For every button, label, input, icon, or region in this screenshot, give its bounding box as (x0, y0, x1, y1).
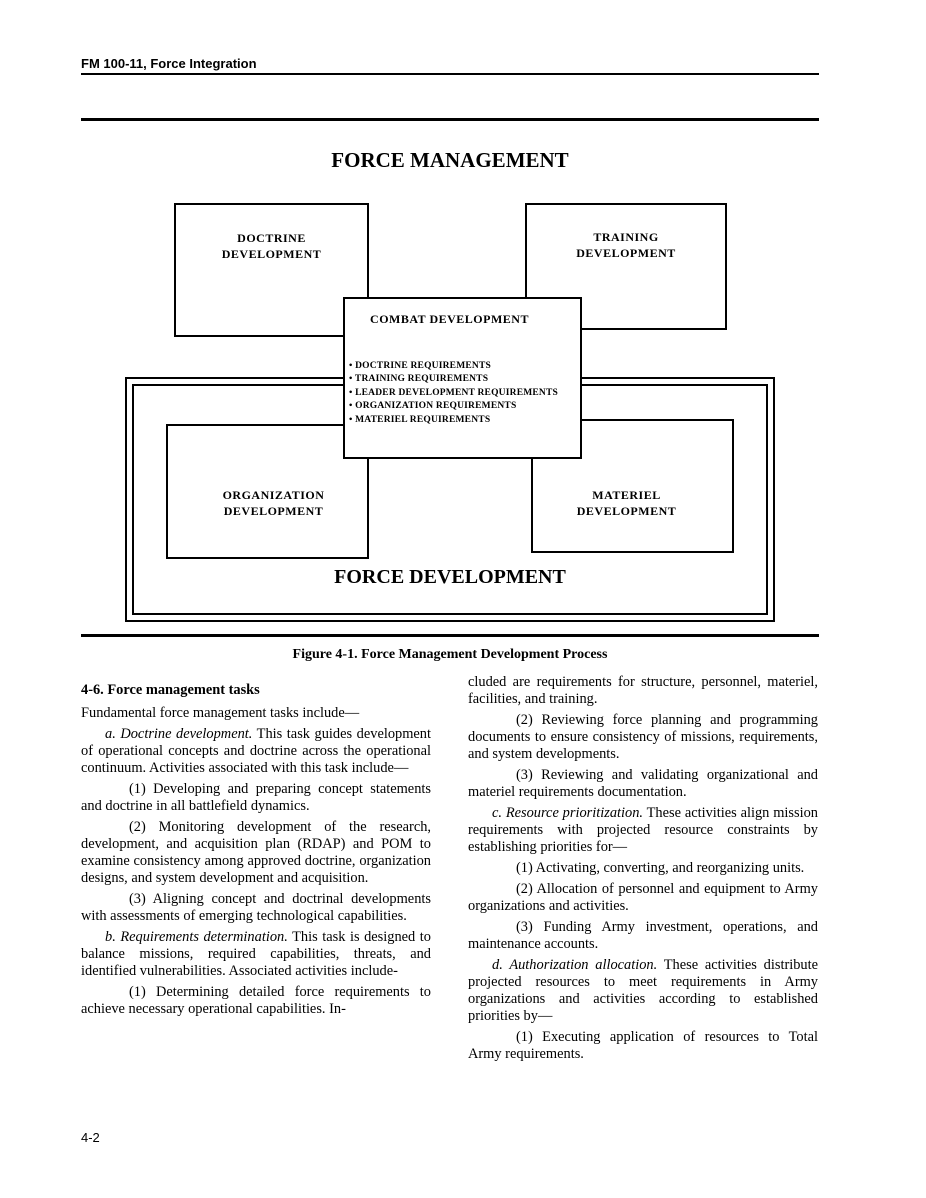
force-development-label: FORCE DEVELOPMENT (334, 566, 566, 588)
paragraph-b1-start: (1) Determining detailed force requirements to achieve necessary operational capabilities. In- (81, 984, 431, 1017)
combat-requirement-item: • DOCTRINE REQUIREMENTS (349, 361, 492, 371)
paragraph-a: a. Doctrine development. This task guides development of operational concepts and doctrine across the operational continuum. Activities associated with this task include— (81, 726, 431, 776)
header-rule (81, 73, 819, 75)
training-development-label: TRAINING DEVELOPMENT (576, 230, 676, 260)
right-column (468, 674, 818, 1067)
combat-requirement-item: • MATERIEL REQUIREMENTS (349, 414, 491, 425)
combat-requirement-item: • TRAINING REQUIREMENTS (349, 374, 489, 385)
paragraph-c1: (1) Activating, converting, and reorganizing units. (516, 860, 805, 876)
intro-paragraph: Fundamental force management tasks include— (81, 705, 360, 721)
figure-top-rule (81, 118, 819, 121)
figure-caption: Figure 4-1. Force Management Development Process (292, 647, 608, 662)
figure-bottom-rule (81, 634, 819, 637)
paragraph-d: d. Authorization allocation. These activities distribute projected resources to meet requirements in Army organizations and activities according to established priorities by— (468, 957, 819, 1024)
paragraph-a1: (1) Developing and preparing concept statements and doctrine in all battlefield dynamics. (81, 781, 431, 814)
paragraph-d-title: d. Authorization allocation. (492, 957, 658, 973)
organization-development-label: ORGANIZATION DEVELOPMENT (222, 488, 325, 518)
paragraph-b: b. Requirements determination. This task is designed to balance missions, required capabilities, threats, and identified vulnerabilities. Associated activities include- (81, 929, 431, 979)
paragraph-d1: (1) Executing application of resources to Total Army requirements. (468, 1029, 818, 1062)
paragraph-c3: (3) Funding Army investment, operations, and maintenance accounts. (468, 919, 818, 952)
paragraph-a3: (3) Aligning concept and doctrinal developments with assessments of emerging technological capabilities. (81, 891, 431, 924)
paragraph-b3: (3) Reviewing and validating organizational and materiel requirements documentation. (468, 767, 818, 800)
paragraph-b2: (2) Reviewing force planning and programming documents to ensure consistency of missions, requirements, and system developments. (468, 712, 818, 762)
paragraph-a-title: a. Doctrine development. (105, 726, 253, 742)
page-number: 4-2 (81, 1130, 100, 1145)
running-header: FM 100-11, Force Integration (81, 56, 257, 71)
paragraph-b1-end: cluded are requirements for structure, personnel, materiel, facilities, and training. (468, 674, 818, 707)
combat-requirement-item: • LEADER DEVELOPMENT REQUIREMENTS (349, 387, 559, 398)
materiel-development-label: MATERIEL DEVELOPMENT (576, 488, 677, 518)
paragraph-c-title: c. Resource prioritization. (492, 805, 644, 821)
paragraph-c2: (2) Allocation of personnel and equipment to Army organizations and activities. (468, 881, 818, 914)
combat-development-title: COMBAT DEVELOPMENT (370, 312, 529, 326)
doctrine-development-label: DOCTRINE DEVELOPMENT (221, 231, 322, 261)
combat-requirement-item: • ORGANIZATION REQUIREMENTS (349, 401, 517, 412)
section-heading: 4-6. Force management tasks (81, 682, 260, 698)
doctrine-development-box (174, 203, 369, 337)
paragraph-b-title: b. Requirements determination. (105, 929, 288, 945)
combat-requirements-list (349, 360, 558, 427)
left-column (81, 674, 431, 1022)
paragraph-a2: (2) Monitoring development of the research, development, and acquisition plan (RDAP) and POM to examine consistency among approved doctrine, organization designs, and system development and acquisition. (81, 819, 431, 886)
paragraph-c: c. Resource prioritization. These activities align mission requirements with projected resource constraints by establishing priorities for— (468, 805, 818, 855)
figure-title: FORCE MANAGEMENT (331, 148, 569, 172)
